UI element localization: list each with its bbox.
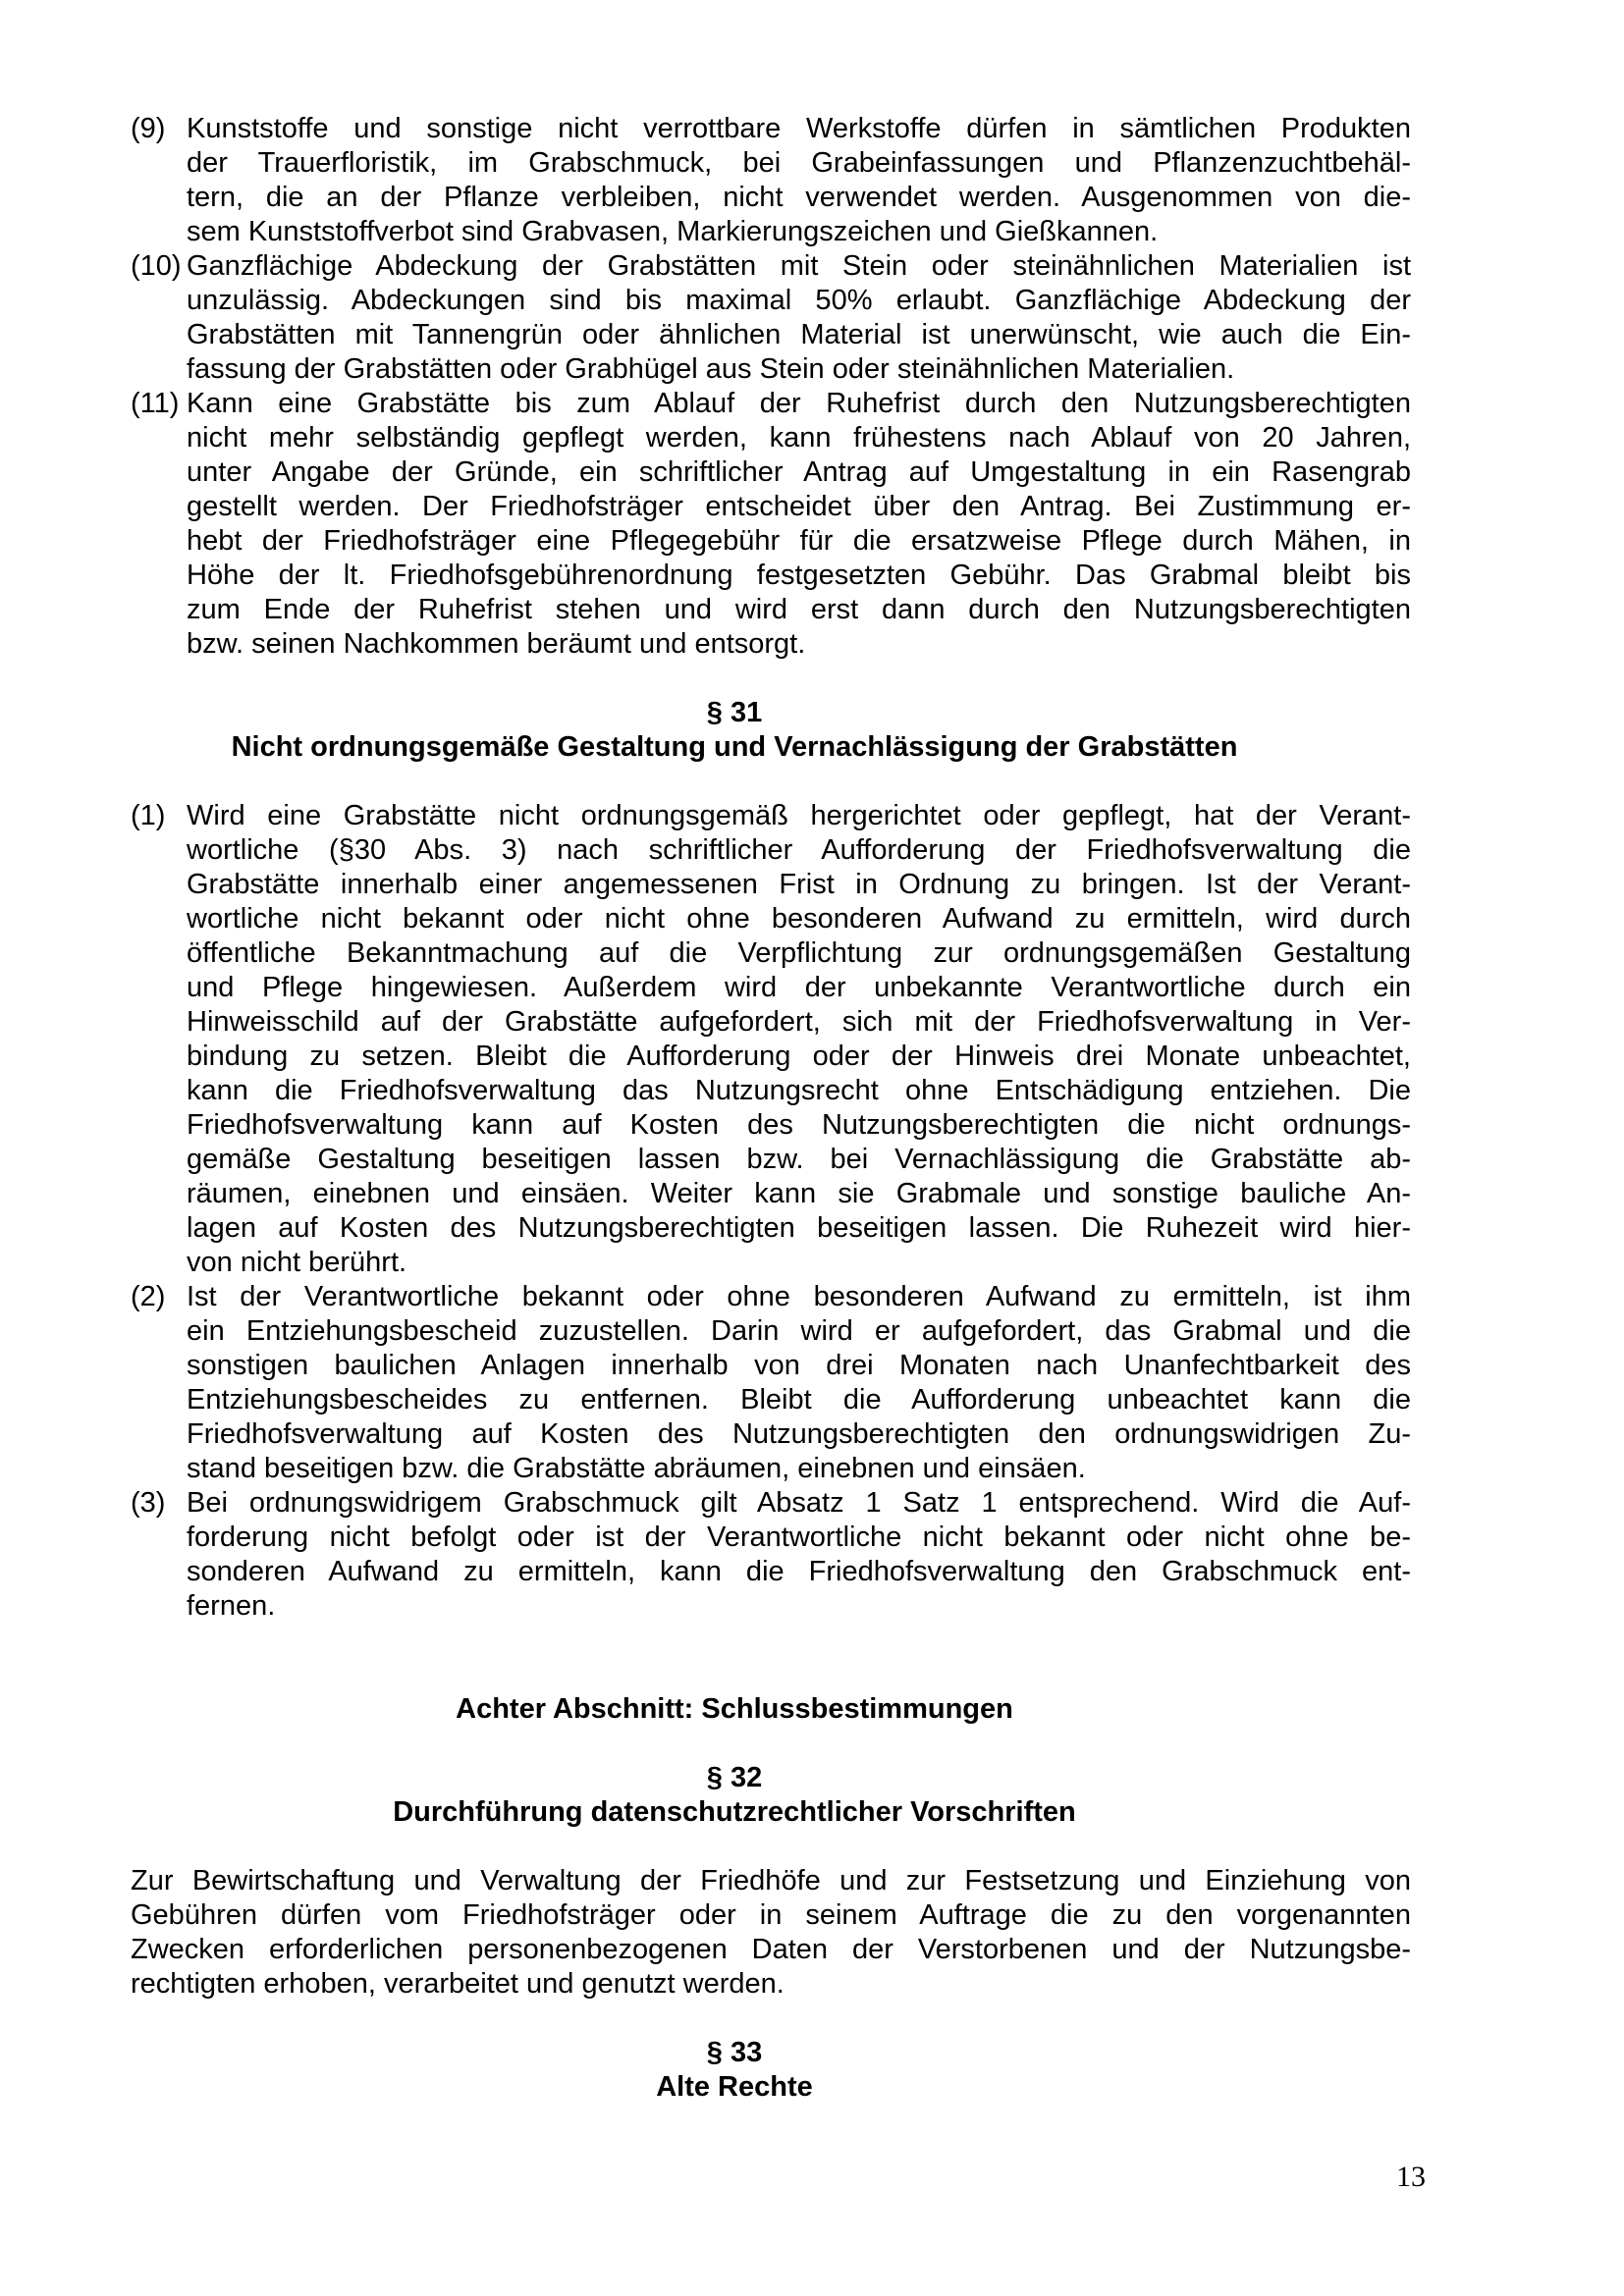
text-line: Ganzflächige Abdeckung der Grabstätten mit Stein oder steinähnlichen Materialien ist [187, 250, 1411, 282]
heading-line: § 33 [706, 2037, 763, 2068]
text-line: ein Entziehungsbescheid zuzustellen. Darin wird er aufgefordert, das Grabmal und die [187, 1315, 1411, 1347]
text-line: gemäße Gestaltung beseitigen lassen bzw. bei Vernachlässigung die Grabstätte ab- [187, 1144, 1411, 1175]
text-line: unzulässig. Abdeckungen sind bis maximal 50% erlaubt. Ganzflächige Abdeckung der [187, 285, 1411, 316]
text-line: Wird eine Grabstätte nicht ordnungsgemäß hergerichtet oder gepflegt, hat der Verant- [187, 800, 1411, 831]
heading-line: Durchführung datenschutzrechtlicher Vorschriften [393, 1796, 1076, 1828]
text-line: Grabstätten mit Tannengrün oder ähnlichen Material ist unerwünscht, wie auch die Ein- [187, 319, 1411, 350]
text-line: sonderen Aufwand zu ermitteln, kann die Friedhofsverwaltung den Grabschmuck ent- [187, 1556, 1411, 1587]
text-line: Bei ordnungswidrigem Grabschmuck gilt Absatz 1 Satz 1 entsprechend. Wird die Auf- [187, 1487, 1411, 1519]
text-line: sem Kunststoffverbot sind Grabvasen, Markierungszeichen und Gießkannen. [187, 216, 1159, 247]
item-text [187, 387, 1411, 662]
section-heading [131, 2036, 1338, 2105]
text-line: Entziehungsbescheides zu entfernen. Bleibt die Aufforderung unbeachtet kann die [187, 1384, 1411, 1415]
heading-line: § 32 [706, 1762, 763, 1793]
text-line: Zwecken erforderlichen personenbezogenen Daten der Verstorbenen und der Nutzungsbe- [131, 1934, 1411, 1965]
item-text [187, 112, 1411, 249]
text-line: und Pflege hingewiesen. Außerdem wird der unbekannte Verantwortliche durch ein [187, 972, 1411, 1003]
page-number: 13 [1396, 2161, 1426, 2193]
item-number-label: (10) [131, 250, 182, 282]
text-line: hebt der Friedhofsträger eine Pflegegebühr für die ersatzweise Pflege durch Mähen, in [187, 525, 1411, 557]
section-heading [131, 1761, 1338, 1830]
document-content [131, 112, 1411, 2105]
text-line: rechtigten erhoben, verarbeitet und genutzt werden. [131, 1968, 785, 2000]
text-line: fassung der Grabstätten oder Grabhügel aus Stein oder steinähnlichen Materialien. [187, 353, 1235, 385]
item-number-label: (1) [131, 800, 166, 831]
text-line: öffentliche Bekanntmachung auf die Verpflichtung zur ordnungsgemäßen Gestaltung [187, 937, 1411, 969]
numbered-list-item [131, 1486, 1411, 1624]
numbered-list-item [131, 112, 1411, 249]
section-heading [131, 1692, 1338, 1727]
body-paragraph [131, 1864, 1411, 2002]
item-text [187, 1280, 1411, 1486]
text-line: Zur Bewirtschaftung und Verwaltung der Friedhöfe und zur Festsetzung und Einziehung von [131, 1865, 1411, 1896]
numbered-list-item [131, 1280, 1411, 1486]
numbered-list-item [131, 799, 1411, 1280]
text-line: forderung nicht befolgt oder ist der Verantwortliche nicht bekannt oder nicht ohne be- [187, 1522, 1411, 1553]
text-line: Friedhofsverwaltung auf Kosten des Nutzungsberechtigten den ordnungswidrigen Zu- [187, 1418, 1411, 1450]
item-text [187, 249, 1411, 387]
text-line: von nicht berührt. [187, 1247, 407, 1278]
numbered-list-item [131, 387, 1411, 662]
item-number-label: (11) [131, 388, 180, 419]
heading-line: § 31 [706, 697, 763, 728]
heading-line: Alte Rechte [656, 2071, 813, 2103]
heading-line: Nicht ordnungsgemäße Gestaltung und Vernachlässigung der Grabstätten [231, 731, 1238, 763]
text-line: Grabstätte innerhalb einer angemessenen Frist in Ordnung zu bringen. Ist der Verant- [187, 869, 1411, 900]
text-line: stand beseitigen bzw. die Grabstätte abräumen, einebnen und einsäen. [187, 1453, 1086, 1484]
text-line: bzw. seinen Nachkommen beräumt und entsorgt. [187, 628, 806, 660]
text-line: lagen auf Kosten des Nutzungsberechtigten beseitigen lassen. Die Ruhezeit wird hier- [187, 1212, 1411, 1244]
text-line: fernen. [187, 1590, 276, 1622]
numbered-list-item [131, 249, 1411, 387]
text-line: wortliche (§30 Abs. 3) nach schriftlicher Aufforderung der Friedhofsverwaltung die [187, 834, 1411, 866]
item-number-label: (9) [131, 113, 166, 144]
text-line: der Trauerfloristik, im Grabschmuck, bei Grabeinfassungen und Pflanzenzuchtbehäl- [187, 147, 1411, 179]
text-line: gestellt werden. Der Friedhofsträger entscheidet über den Antrag. Bei Zustimmung er- [187, 491, 1411, 522]
text-line: bindung zu setzen. Bleibt die Aufforderung oder der Hinweis drei Monate unbeachtet, [187, 1041, 1411, 1072]
text-line: sonstigen baulichen Anlagen innerhalb von drei Monaten nach Unanfechtbarkeit des [187, 1350, 1411, 1381]
text-line: wortliche nicht bekannt oder nicht ohne besonderen Aufwand zu ermitteln, wird durch [187, 903, 1411, 934]
section-heading [131, 696, 1338, 765]
item-number-label: (3) [131, 1487, 166, 1519]
item-text [187, 799, 1411, 1280]
text-line: unter Angabe der Gründe, ein schriftlicher Antrag auf Umgestaltung in ein Rasengrab [187, 456, 1411, 488]
text-line: räumen, einebnen und einsäen. Weiter kann sie Grabmale und sonstige bauliche An- [187, 1178, 1411, 1209]
text-line: nicht mehr selbständig gepflegt werden, kann frühestens nach Ablauf von 20 Jahren, [187, 422, 1411, 454]
text-line: Höhe der lt. Friedhofsgebührenordnung festgesetzten Gebühr. Das Grabmal bleibt bis [187, 560, 1411, 591]
text-line: zum Ende der Ruhefrist stehen und wird erst dann durch den Nutzungsberechtigten [187, 594, 1411, 625]
text-line: Ist der Verantwortliche bekannt oder ohne besonderen Aufwand zu ermitteln, ist ihm [187, 1281, 1411, 1312]
text-line: Kann eine Grabstätte bis zum Ablauf der Ruhefrist durch den Nutzungsberechtigten [187, 388, 1411, 419]
item-text [187, 1486, 1411, 1624]
text-line: tern, die an der Pflanze verbleiben, nicht verwendet werden. Ausgenommen von die- [187, 182, 1411, 213]
text-line: Friedhofsverwaltung kann auf Kosten des Nutzungsberechtigten die nicht ordnungs- [187, 1109, 1411, 1141]
item-number-label: (2) [131, 1281, 166, 1312]
text-line: Kunststoffe und sonstige nicht verrottbare Werkstoffe dürfen in sämtlichen Produkten [187, 113, 1411, 144]
text-line: Gebühren dürfen vom Friedhofsträger oder in seinem Auftrage die zu den vorgenannten [131, 1899, 1411, 1931]
text-line: Hinweisschild auf der Grabstätte aufgefordert, sich mit der Friedhofsverwaltung in Ver- [187, 1006, 1411, 1038]
text-line: kann die Friedhofsverwaltung das Nutzungsrecht ohne Entschädigung entziehen. Die [187, 1075, 1411, 1106]
heading-line: Achter Abschnitt: Schlussbestimmungen [456, 1693, 1013, 1725]
